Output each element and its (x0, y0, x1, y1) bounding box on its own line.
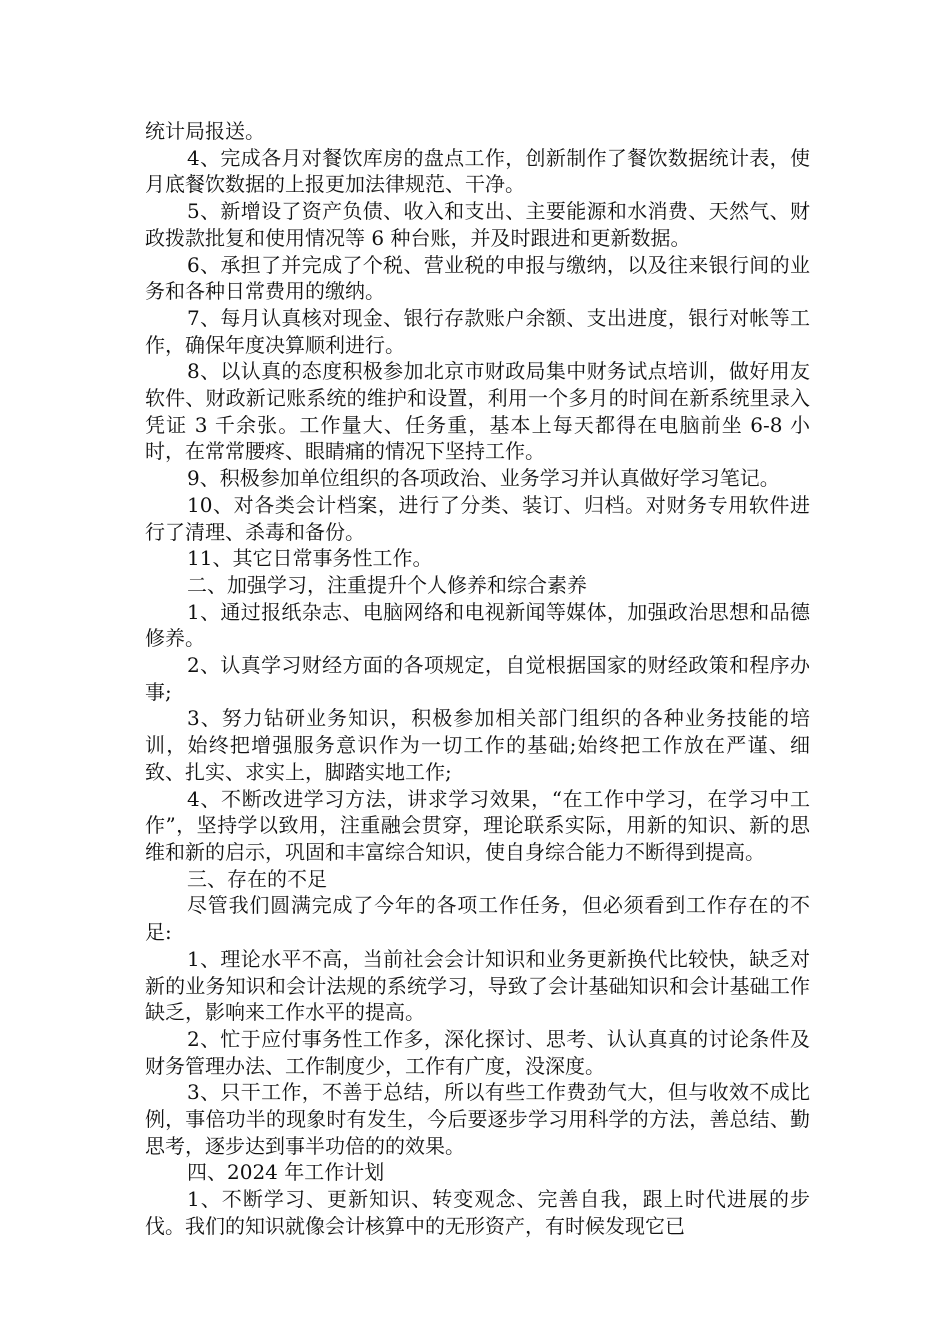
paragraph-9: 11、其它日常事务性工作。 (187, 546, 433, 571)
paragraph-8: 10、对各类会计档案，进行了分类、装订、归档。对财务专用软件进行了清理、杀毒和备份。 (145, 492, 810, 544)
paragraph-1: 统计局报送。 (145, 119, 265, 143)
paragraph-4: 6、承担了并完成了个税、营业税的申报与缴纳，以及往来银行间的业务和各种日常费用的缴纳。 (145, 252, 810, 304)
paragraph-2: 4、完成各月对餐饮库房的盘点工作，创新制作了餐饮数据统计表，使月底餐饮数据的上报更加法律规范、干净。 (145, 145, 810, 197)
paragraph-19: 3、只干工作，不善于总结，所以有些工作费劲气大，但与收效不成比例，事倍功半的现象时有发生，今后要逐步学习用科学的方法，善总结、勤思考，逐步达到事半功倍的的效果。 (145, 1080, 810, 1158)
paragraph-16: 尽管我们圆满完成了今年的各项工作任务，但必须看到工作存在的不足: (145, 893, 810, 945)
paragraph-3: 5、新增设了资产负债、收入和支出、主要能源和水消费、天然气、财政拨款批复和使用情况等 6 种台账，并及时跟进和更新数据。 (145, 199, 810, 250)
paragraph-6: 8、以认真的态度积极参加北京市财政局集中财务试点培训，做好用友软件、财政新记账系统的维护和设置，利用一个多月的时间在新系统里录入凭证 3 千余张。工作量大、任务重，基本上每天都得在电脑前坐 6-8 小时，在常常腰疼、眼睛痛的情况下坚持工作。 (145, 359, 810, 464)
section-heading-2: 二、加强学习，注重提升个人修养和综合素养 (187, 572, 587, 597)
section-heading-3: 三、存在的不足 (187, 866, 327, 891)
paragraph-5: 7、每月认真核对现金、银行存款账户余额、支出进度，银行对帐等工作，确保年度决算顺利进行。 (145, 305, 810, 357)
paragraph-11: 1、通过报纸杂志、电脑网络和电视新闻等媒体，加强政治思想和品德修养。 (145, 599, 810, 651)
paragraph-18: 2、忙于应付事务性工作多，深化探讨、思考、认认真真的讨论条件及财务管理办法、工作制度少，工作有广度，没深度。 (145, 1026, 810, 1078)
paragraph-13: 3、努力钻研业务知识，积极参加相关部门组织的各种业务技能的培训，始终把增强服务意识作为一切工作的基础;始终把工作放在严谨、细致、扎实、求实上，脚踏实地工作; (145, 706, 810, 784)
document-page (145, 118, 810, 1240)
paragraph-7: 9、积极参加单位组织的各项政治、业务学习并认真做好学习笔记。 (187, 466, 780, 491)
paragraph-12: 2、认真学习财经方面的各项规定，自觉根据国家的财经政策和程序办事; (145, 653, 810, 704)
paragraph-17: 1、理论水平不高，当前社会会计知识和业务更新换代比较快，缺乏对新的业务知识和会计法规的系统学习，导致了会计基础知识和会计基础工作缺乏，影响来工作水平的提高。 (145, 946, 810, 1025)
paragraph-14: 4、不断改进学习方法，讲求学习效果，“在工作中学习，在学习中工作”，坚持学以致用，注重融会贯穿，理论联系实际，用新的知识、新的思维和新的启示，巩固和丰富综合知识，使自身综合能力不断得到提高。 (145, 786, 810, 864)
paragraph-21: 1、不断学习、更新知识、转变观念、完善自我，跟上时代进展的步伐。我们的知识就像会计核算中的无形资产，有时候发现它已 (145, 1187, 810, 1238)
section-heading-4: 四、2024 年工作计划 (187, 1160, 385, 1185)
